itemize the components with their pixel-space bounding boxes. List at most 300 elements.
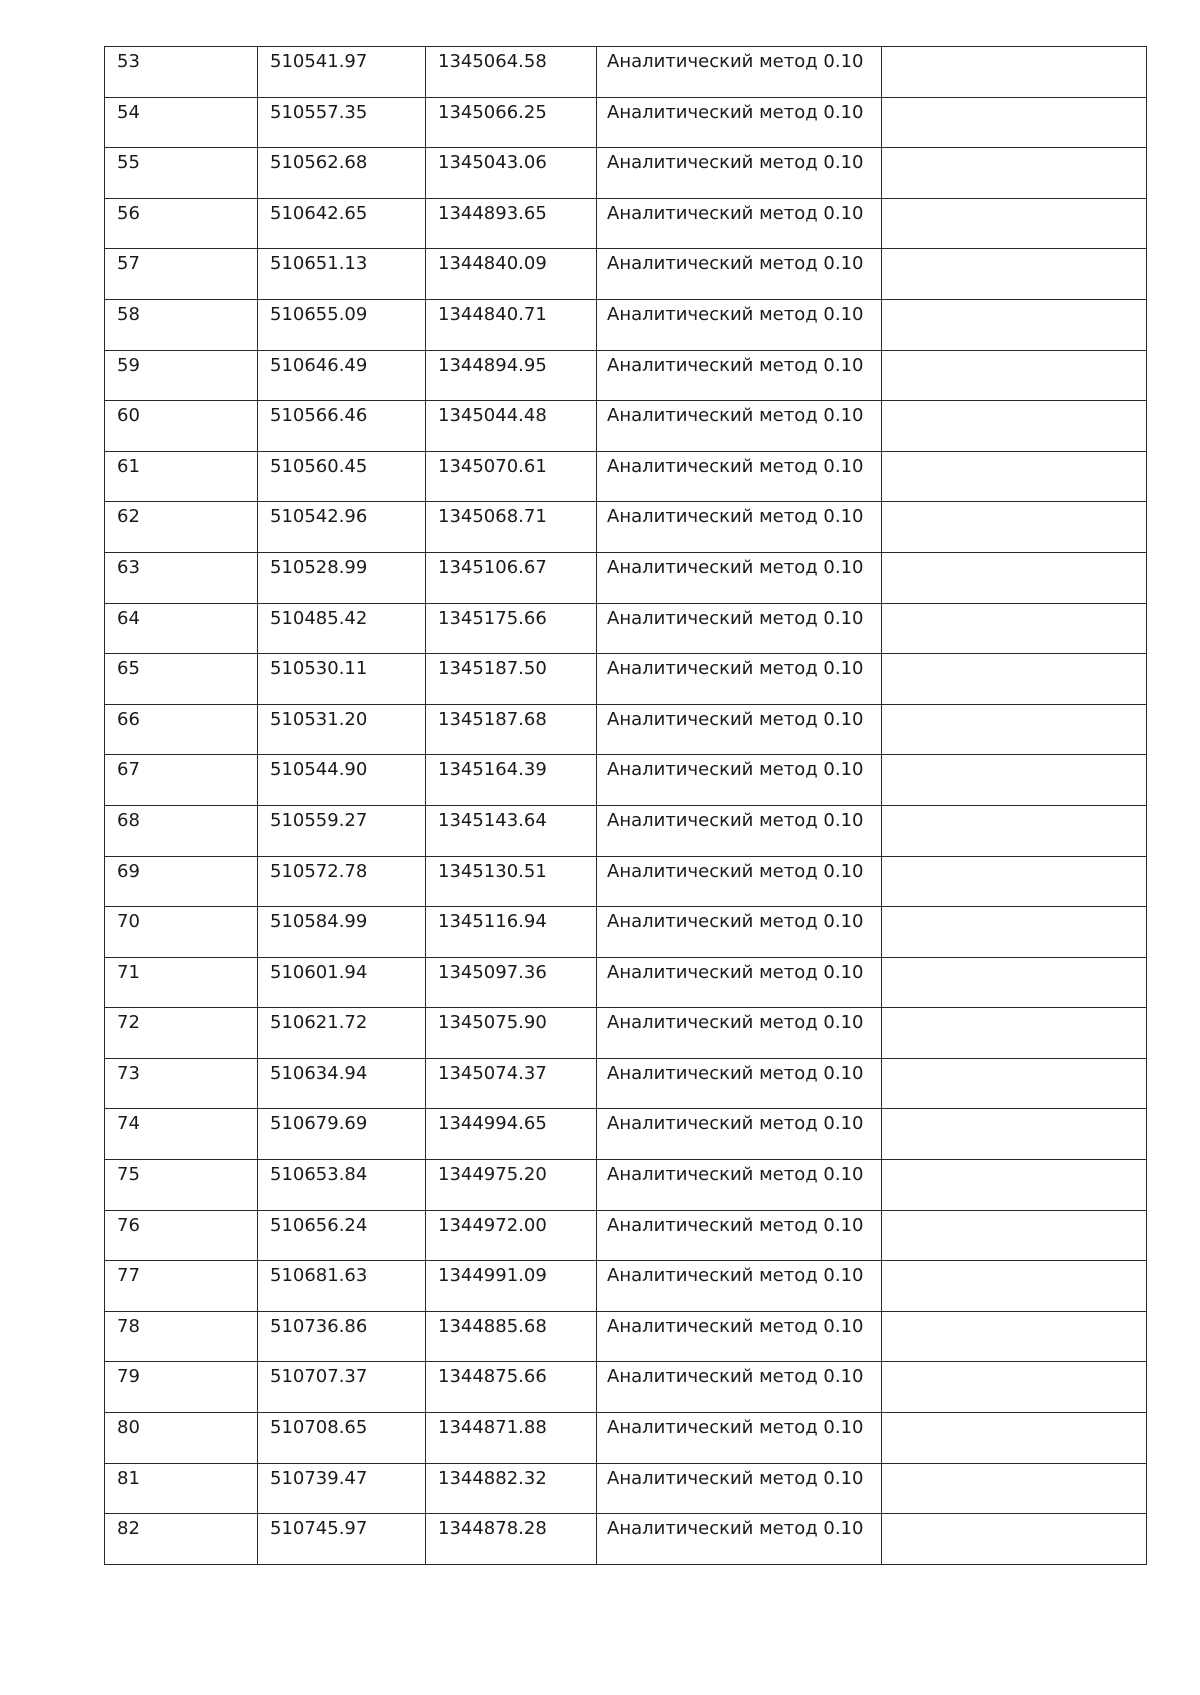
x-coordinate-cell	[258, 1058, 426, 1109]
point-number-cell-text: 78	[117, 1315, 140, 1337]
point-number-cell	[105, 1261, 258, 1312]
y-coordinate-cell	[426, 401, 597, 452]
x-coordinate-cell-text: 510681.63	[270, 1265, 368, 1287]
method-cell	[597, 603, 882, 654]
point-number-cell	[105, 1210, 258, 1261]
y-coordinate-cell	[426, 856, 597, 907]
note-cell-text	[882, 47, 1146, 53]
note-cell	[882, 1109, 1147, 1160]
point-number-cell	[105, 755, 258, 806]
point-number-cell-text: 57	[117, 253, 140, 275]
method-cell	[597, 805, 882, 856]
point-number-cell	[105, 350, 258, 401]
x-coordinate-cell	[258, 957, 426, 1008]
note-cell	[882, 1413, 1147, 1464]
point-number-cell	[105, 907, 258, 958]
note-cell	[882, 1463, 1147, 1514]
x-coordinate-cell-text: 510566.46	[270, 405, 368, 427]
point-number-cell-text: 62	[117, 506, 140, 528]
note-cell-text	[882, 1211, 1146, 1217]
method-cell-text: Аналитический метод 0.10	[607, 911, 864, 933]
y-coordinate-cell-text: 1344875.66	[438, 1366, 547, 1388]
point-number-cell	[105, 198, 258, 249]
x-coordinate-cell-text: 510559.27	[270, 809, 368, 831]
method-cell-text: Аналитический метод 0.10	[607, 1518, 864, 1540]
method-cell-text: Аналитический метод 0.10	[607, 1315, 864, 1337]
y-coordinate-cell-text: 1344885.68	[438, 1315, 547, 1337]
y-coordinate-cell-text: 1344975.20	[438, 1164, 547, 1186]
table-row	[105, 198, 1147, 249]
x-coordinate-cell-text: 510656.24	[270, 1214, 368, 1236]
method-cell	[597, 148, 882, 199]
y-coordinate-cell	[426, 47, 597, 98]
note-cell	[882, 552, 1147, 603]
y-coordinate-cell	[426, 299, 597, 350]
table-row	[105, 148, 1147, 199]
y-coordinate-cell	[426, 1514, 597, 1565]
y-coordinate-cell	[426, 97, 597, 148]
point-number-cell	[105, 249, 258, 300]
point-number-cell	[105, 1463, 258, 1514]
y-coordinate-cell	[426, 249, 597, 300]
point-number-cell	[105, 1008, 258, 1059]
point-number-cell-text: 59	[117, 354, 140, 376]
point-number-cell	[105, 654, 258, 705]
x-coordinate-cell	[258, 1311, 426, 1362]
method-cell	[597, 198, 882, 249]
point-number-cell	[105, 704, 258, 755]
x-coordinate-cell-text: 510544.90	[270, 759, 368, 781]
point-number-cell-text: 74	[117, 1113, 140, 1135]
y-coordinate-cell	[426, 654, 597, 705]
point-number-cell	[105, 502, 258, 553]
point-number-cell-text: 69	[117, 860, 140, 882]
table-row	[105, 805, 1147, 856]
table-row	[105, 654, 1147, 705]
y-coordinate-cell	[426, 805, 597, 856]
x-coordinate-cell-text: 510736.86	[270, 1315, 368, 1337]
note-cell-text	[882, 1514, 1146, 1520]
note-cell	[882, 97, 1147, 148]
x-coordinate-cell	[258, 350, 426, 401]
note-cell-text	[882, 907, 1146, 913]
method-cell-text: Аналитический метод 0.10	[607, 51, 864, 72]
y-coordinate-cell	[426, 603, 597, 654]
note-cell	[882, 198, 1147, 249]
method-cell	[597, 451, 882, 502]
table-row	[105, 1109, 1147, 1160]
x-coordinate-cell	[258, 654, 426, 705]
table-row	[105, 1058, 1147, 1109]
note-cell-text	[882, 502, 1146, 508]
method-cell-text: Аналитический метод 0.10	[607, 455, 864, 477]
y-coordinate-cell-text: 1344882.32	[438, 1467, 547, 1489]
point-number-cell-text: 55	[117, 152, 140, 174]
method-cell	[597, 1463, 882, 1514]
note-cell	[882, 1311, 1147, 1362]
method-cell	[597, 1362, 882, 1413]
note-cell	[882, 1261, 1147, 1312]
y-coordinate-cell	[426, 957, 597, 1008]
x-coordinate-cell-text: 510485.42	[270, 607, 368, 629]
x-coordinate-cell	[258, 907, 426, 958]
table-row	[105, 1514, 1147, 1565]
table-row	[105, 1413, 1147, 1464]
y-coordinate-cell-text: 1345070.61	[438, 455, 547, 477]
table-row	[105, 249, 1147, 300]
y-coordinate-cell-text: 1344991.09	[438, 1265, 547, 1287]
x-coordinate-cell	[258, 1413, 426, 1464]
method-cell	[597, 1008, 882, 1059]
note-cell-text	[882, 1008, 1146, 1014]
x-coordinate-cell	[258, 1463, 426, 1514]
note-cell-text	[882, 452, 1146, 458]
note-cell-text	[882, 1362, 1146, 1368]
note-cell	[882, 249, 1147, 300]
note-cell-text	[882, 98, 1146, 104]
x-coordinate-cell	[258, 97, 426, 148]
method-cell	[597, 249, 882, 300]
method-cell	[597, 1514, 882, 1565]
method-cell-text: Аналитический метод 0.10	[607, 607, 864, 629]
x-coordinate-cell-text: 510739.47	[270, 1467, 368, 1489]
x-coordinate-cell-text: 510634.94	[270, 1062, 368, 1084]
note-cell-text	[882, 705, 1146, 711]
x-coordinate-cell	[258, 299, 426, 350]
note-cell-text	[882, 604, 1146, 610]
y-coordinate-cell	[426, 1109, 597, 1160]
table-row	[105, 1008, 1147, 1059]
table-row	[105, 603, 1147, 654]
x-coordinate-cell-text: 510708.65	[270, 1417, 368, 1439]
y-coordinate-cell-text: 1345187.50	[438, 658, 547, 680]
x-coordinate-cell-text: 510584.99	[270, 911, 368, 933]
note-cell-text	[882, 553, 1146, 559]
x-coordinate-cell-text: 510642.65	[270, 202, 368, 224]
note-cell-text	[882, 1160, 1146, 1166]
point-number-cell-text: 64	[117, 607, 140, 629]
x-coordinate-cell	[258, 856, 426, 907]
point-number-cell	[105, 1311, 258, 1362]
method-cell-text: Аналитический метод 0.10	[607, 708, 864, 730]
point-number-cell-text: 60	[117, 405, 140, 427]
x-coordinate-cell	[258, 451, 426, 502]
y-coordinate-cell	[426, 552, 597, 603]
y-coordinate-cell-text: 1345075.90	[438, 1012, 547, 1034]
x-coordinate-cell-text: 510646.49	[270, 354, 368, 376]
table-row	[105, 1362, 1147, 1413]
y-coordinate-cell	[426, 1008, 597, 1059]
x-coordinate-cell	[258, 755, 426, 806]
point-number-cell	[105, 552, 258, 603]
method-cell	[597, 1413, 882, 1464]
method-cell	[597, 552, 882, 603]
note-cell-text	[882, 857, 1146, 863]
point-number-cell-text: 71	[117, 961, 140, 983]
x-coordinate-cell	[258, 1109, 426, 1160]
method-cell	[597, 856, 882, 907]
note-cell	[882, 451, 1147, 502]
x-coordinate-cell-text: 510679.69	[270, 1113, 368, 1135]
table-row	[105, 97, 1147, 148]
point-number-cell	[105, 957, 258, 1008]
x-coordinate-cell-text: 510745.97	[270, 1518, 368, 1540]
y-coordinate-cell-text: 1345164.39	[438, 759, 547, 781]
method-cell-text: Аналитический метод 0.10	[607, 1062, 864, 1084]
point-number-cell-text: 54	[117, 101, 140, 123]
method-cell	[597, 1210, 882, 1261]
y-coordinate-cell	[426, 1362, 597, 1413]
x-coordinate-cell	[258, 249, 426, 300]
method-cell-text: Аналитический метод 0.10	[607, 202, 864, 224]
note-cell	[882, 1210, 1147, 1261]
method-cell-text: Аналитический метод 0.10	[607, 1467, 864, 1489]
method-cell-text: Аналитический метод 0.10	[607, 506, 864, 528]
x-coordinate-cell-text: 510572.78	[270, 860, 368, 882]
note-cell	[882, 1008, 1147, 1059]
y-coordinate-cell-text: 1344972.00	[438, 1214, 547, 1236]
point-number-cell-text: 58	[117, 303, 140, 325]
x-coordinate-cell	[258, 148, 426, 199]
y-coordinate-cell-text: 1344871.88	[438, 1417, 547, 1439]
method-cell	[597, 1109, 882, 1160]
note-cell	[882, 603, 1147, 654]
note-cell	[882, 299, 1147, 350]
method-cell-text: Аналитический метод 0.10	[607, 1214, 864, 1236]
y-coordinate-cell	[426, 1311, 597, 1362]
note-cell-text	[882, 806, 1146, 812]
table-row	[105, 1160, 1147, 1211]
y-coordinate-cell	[426, 1413, 597, 1464]
y-coordinate-cell	[426, 350, 597, 401]
x-coordinate-cell	[258, 603, 426, 654]
x-coordinate-cell	[258, 704, 426, 755]
note-cell-text	[882, 1312, 1146, 1318]
point-number-cell-text: 72	[117, 1012, 140, 1034]
x-coordinate-cell-text: 510530.11	[270, 658, 368, 680]
point-number-cell-text: 75	[117, 1164, 140, 1186]
y-coordinate-cell-text: 1345175.66	[438, 607, 547, 629]
method-cell	[597, 97, 882, 148]
point-number-cell-text: 67	[117, 759, 140, 781]
point-number-cell-text: 53	[117, 51, 140, 72]
method-cell	[597, 1160, 882, 1211]
note-cell	[882, 957, 1147, 1008]
table-row	[105, 907, 1147, 958]
x-coordinate-cell	[258, 47, 426, 98]
note-cell-text	[882, 654, 1146, 660]
point-number-cell	[105, 451, 258, 502]
y-coordinate-cell-text: 1344893.65	[438, 202, 547, 224]
coordinates-table-body	[105, 47, 1147, 1565]
y-coordinate-cell	[426, 907, 597, 958]
note-cell	[882, 47, 1147, 98]
y-coordinate-cell-text: 1345066.25	[438, 101, 547, 123]
method-cell-text: Аналитический метод 0.10	[607, 1417, 864, 1439]
method-cell-text: Аналитический метод 0.10	[607, 556, 864, 578]
y-coordinate-cell-text: 1344840.71	[438, 303, 547, 325]
table-row	[105, 1463, 1147, 1514]
y-coordinate-cell-text: 1345143.64	[438, 809, 547, 831]
x-coordinate-cell	[258, 1362, 426, 1413]
method-cell-text: Аналитический метод 0.10	[607, 354, 864, 376]
point-number-cell-text: 56	[117, 202, 140, 224]
method-cell-text: Аналитический метод 0.10	[607, 1265, 864, 1287]
table-row	[105, 350, 1147, 401]
y-coordinate-cell	[426, 148, 597, 199]
note-cell-text	[882, 199, 1146, 205]
x-coordinate-cell-text: 510707.37	[270, 1366, 368, 1388]
y-coordinate-cell-text: 1345044.48	[438, 405, 547, 427]
method-cell-text: Аналитический метод 0.10	[607, 759, 864, 781]
table-row	[105, 1261, 1147, 1312]
point-number-cell-text: 79	[117, 1366, 140, 1388]
point-number-cell	[105, 47, 258, 98]
x-coordinate-cell	[258, 1008, 426, 1059]
point-number-cell	[105, 1362, 258, 1413]
note-cell	[882, 502, 1147, 553]
x-coordinate-cell-text: 510621.72	[270, 1012, 368, 1034]
y-coordinate-cell-text: 1345106.67	[438, 556, 547, 578]
method-cell	[597, 1311, 882, 1362]
table-row	[105, 957, 1147, 1008]
table-row	[105, 502, 1147, 553]
x-coordinate-cell	[258, 502, 426, 553]
method-cell-text: Аналитический метод 0.10	[607, 809, 864, 831]
x-coordinate-cell-text: 510655.09	[270, 303, 368, 325]
point-number-cell	[105, 1160, 258, 1211]
point-number-cell-text: 65	[117, 658, 140, 680]
y-coordinate-cell-text: 1344878.28	[438, 1518, 547, 1540]
point-number-cell-text: 68	[117, 809, 140, 831]
x-coordinate-cell	[258, 1514, 426, 1565]
note-cell	[882, 1160, 1147, 1211]
y-coordinate-cell	[426, 1210, 597, 1261]
method-cell-text: Аналитический метод 0.10	[607, 405, 864, 427]
y-coordinate-cell-text: 1344994.65	[438, 1113, 547, 1135]
note-cell	[882, 350, 1147, 401]
y-coordinate-cell-text: 1345074.37	[438, 1062, 547, 1084]
method-cell	[597, 350, 882, 401]
y-coordinate-cell-text: 1345097.36	[438, 961, 547, 983]
y-coordinate-cell-text: 1345064.58	[438, 51, 547, 72]
x-coordinate-cell-text: 510601.94	[270, 961, 368, 983]
note-cell-text	[882, 958, 1146, 964]
method-cell-text: Аналитический метод 0.10	[607, 1164, 864, 1186]
point-number-cell	[105, 856, 258, 907]
x-coordinate-cell	[258, 1160, 426, 1211]
x-coordinate-cell-text: 510560.45	[270, 455, 368, 477]
y-coordinate-cell	[426, 704, 597, 755]
x-coordinate-cell-text: 510531.20	[270, 708, 368, 730]
point-number-cell	[105, 1058, 258, 1109]
method-cell-text: Аналитический метод 0.10	[607, 1012, 864, 1034]
note-cell	[882, 1362, 1147, 1413]
table-row	[105, 47, 1147, 98]
y-coordinate-cell	[426, 1058, 597, 1109]
note-cell-text	[882, 1109, 1146, 1115]
method-cell	[597, 654, 882, 705]
note-cell	[882, 148, 1147, 199]
point-number-cell	[105, 148, 258, 199]
point-number-cell-text: 76	[117, 1214, 140, 1236]
note-cell-text	[882, 401, 1146, 407]
y-coordinate-cell-text: 1344894.95	[438, 354, 547, 376]
point-number-cell	[105, 1514, 258, 1565]
x-coordinate-cell	[258, 805, 426, 856]
point-number-cell	[105, 1109, 258, 1160]
note-cell-text	[882, 755, 1146, 761]
point-number-cell-text: 66	[117, 708, 140, 730]
method-cell	[597, 401, 882, 452]
y-coordinate-cell	[426, 1463, 597, 1514]
method-cell	[597, 907, 882, 958]
table-row	[105, 451, 1147, 502]
table-row	[105, 552, 1147, 603]
point-number-cell-text: 80	[117, 1417, 140, 1439]
point-number-cell	[105, 805, 258, 856]
method-cell-text: Аналитический метод 0.10	[607, 303, 864, 325]
table-row	[105, 704, 1147, 755]
y-coordinate-cell	[426, 198, 597, 249]
note-cell-text	[882, 1464, 1146, 1470]
y-coordinate-cell-text: 1345043.06	[438, 152, 547, 174]
x-coordinate-cell-text: 510562.68	[270, 152, 368, 174]
point-number-cell	[105, 603, 258, 654]
note-cell-text	[882, 249, 1146, 255]
y-coordinate-cell	[426, 755, 597, 806]
y-coordinate-cell-text: 1345068.71	[438, 506, 547, 528]
note-cell-text	[882, 1261, 1146, 1267]
x-coordinate-cell	[258, 198, 426, 249]
y-coordinate-cell	[426, 1160, 597, 1211]
x-coordinate-cell	[258, 401, 426, 452]
point-number-cell-text: 61	[117, 455, 140, 477]
method-cell	[597, 957, 882, 1008]
note-cell-text	[882, 1059, 1146, 1065]
method-cell	[597, 704, 882, 755]
x-coordinate-cell-text: 510653.84	[270, 1164, 368, 1186]
note-cell	[882, 1514, 1147, 1565]
y-coordinate-cell-text: 1345116.94	[438, 911, 547, 933]
method-cell	[597, 502, 882, 553]
y-coordinate-cell-text: 1345187.68	[438, 708, 547, 730]
x-coordinate-cell-text: 510541.97	[270, 51, 368, 72]
point-number-cell-text: 77	[117, 1265, 140, 1287]
method-cell	[597, 299, 882, 350]
x-coordinate-cell	[258, 1210, 426, 1261]
table-row	[105, 299, 1147, 350]
x-coordinate-cell-text: 510557.35	[270, 101, 368, 123]
note-cell-text	[882, 300, 1146, 306]
note-cell	[882, 654, 1147, 705]
point-number-cell-text: 73	[117, 1062, 140, 1084]
note-cell	[882, 755, 1147, 806]
note-cell	[882, 856, 1147, 907]
note-cell	[882, 1058, 1147, 1109]
y-coordinate-cell-text: 1345130.51	[438, 860, 547, 882]
note-cell-text	[882, 351, 1146, 357]
note-cell	[882, 805, 1147, 856]
x-coordinate-cell	[258, 552, 426, 603]
point-number-cell	[105, 299, 258, 350]
table-row	[105, 755, 1147, 806]
table-row	[105, 1210, 1147, 1261]
note-cell	[882, 401, 1147, 452]
method-cell-text: Аналитический метод 0.10	[607, 1113, 864, 1135]
point-number-cell	[105, 1413, 258, 1464]
method-cell-text: Аналитический метод 0.10	[607, 152, 864, 174]
